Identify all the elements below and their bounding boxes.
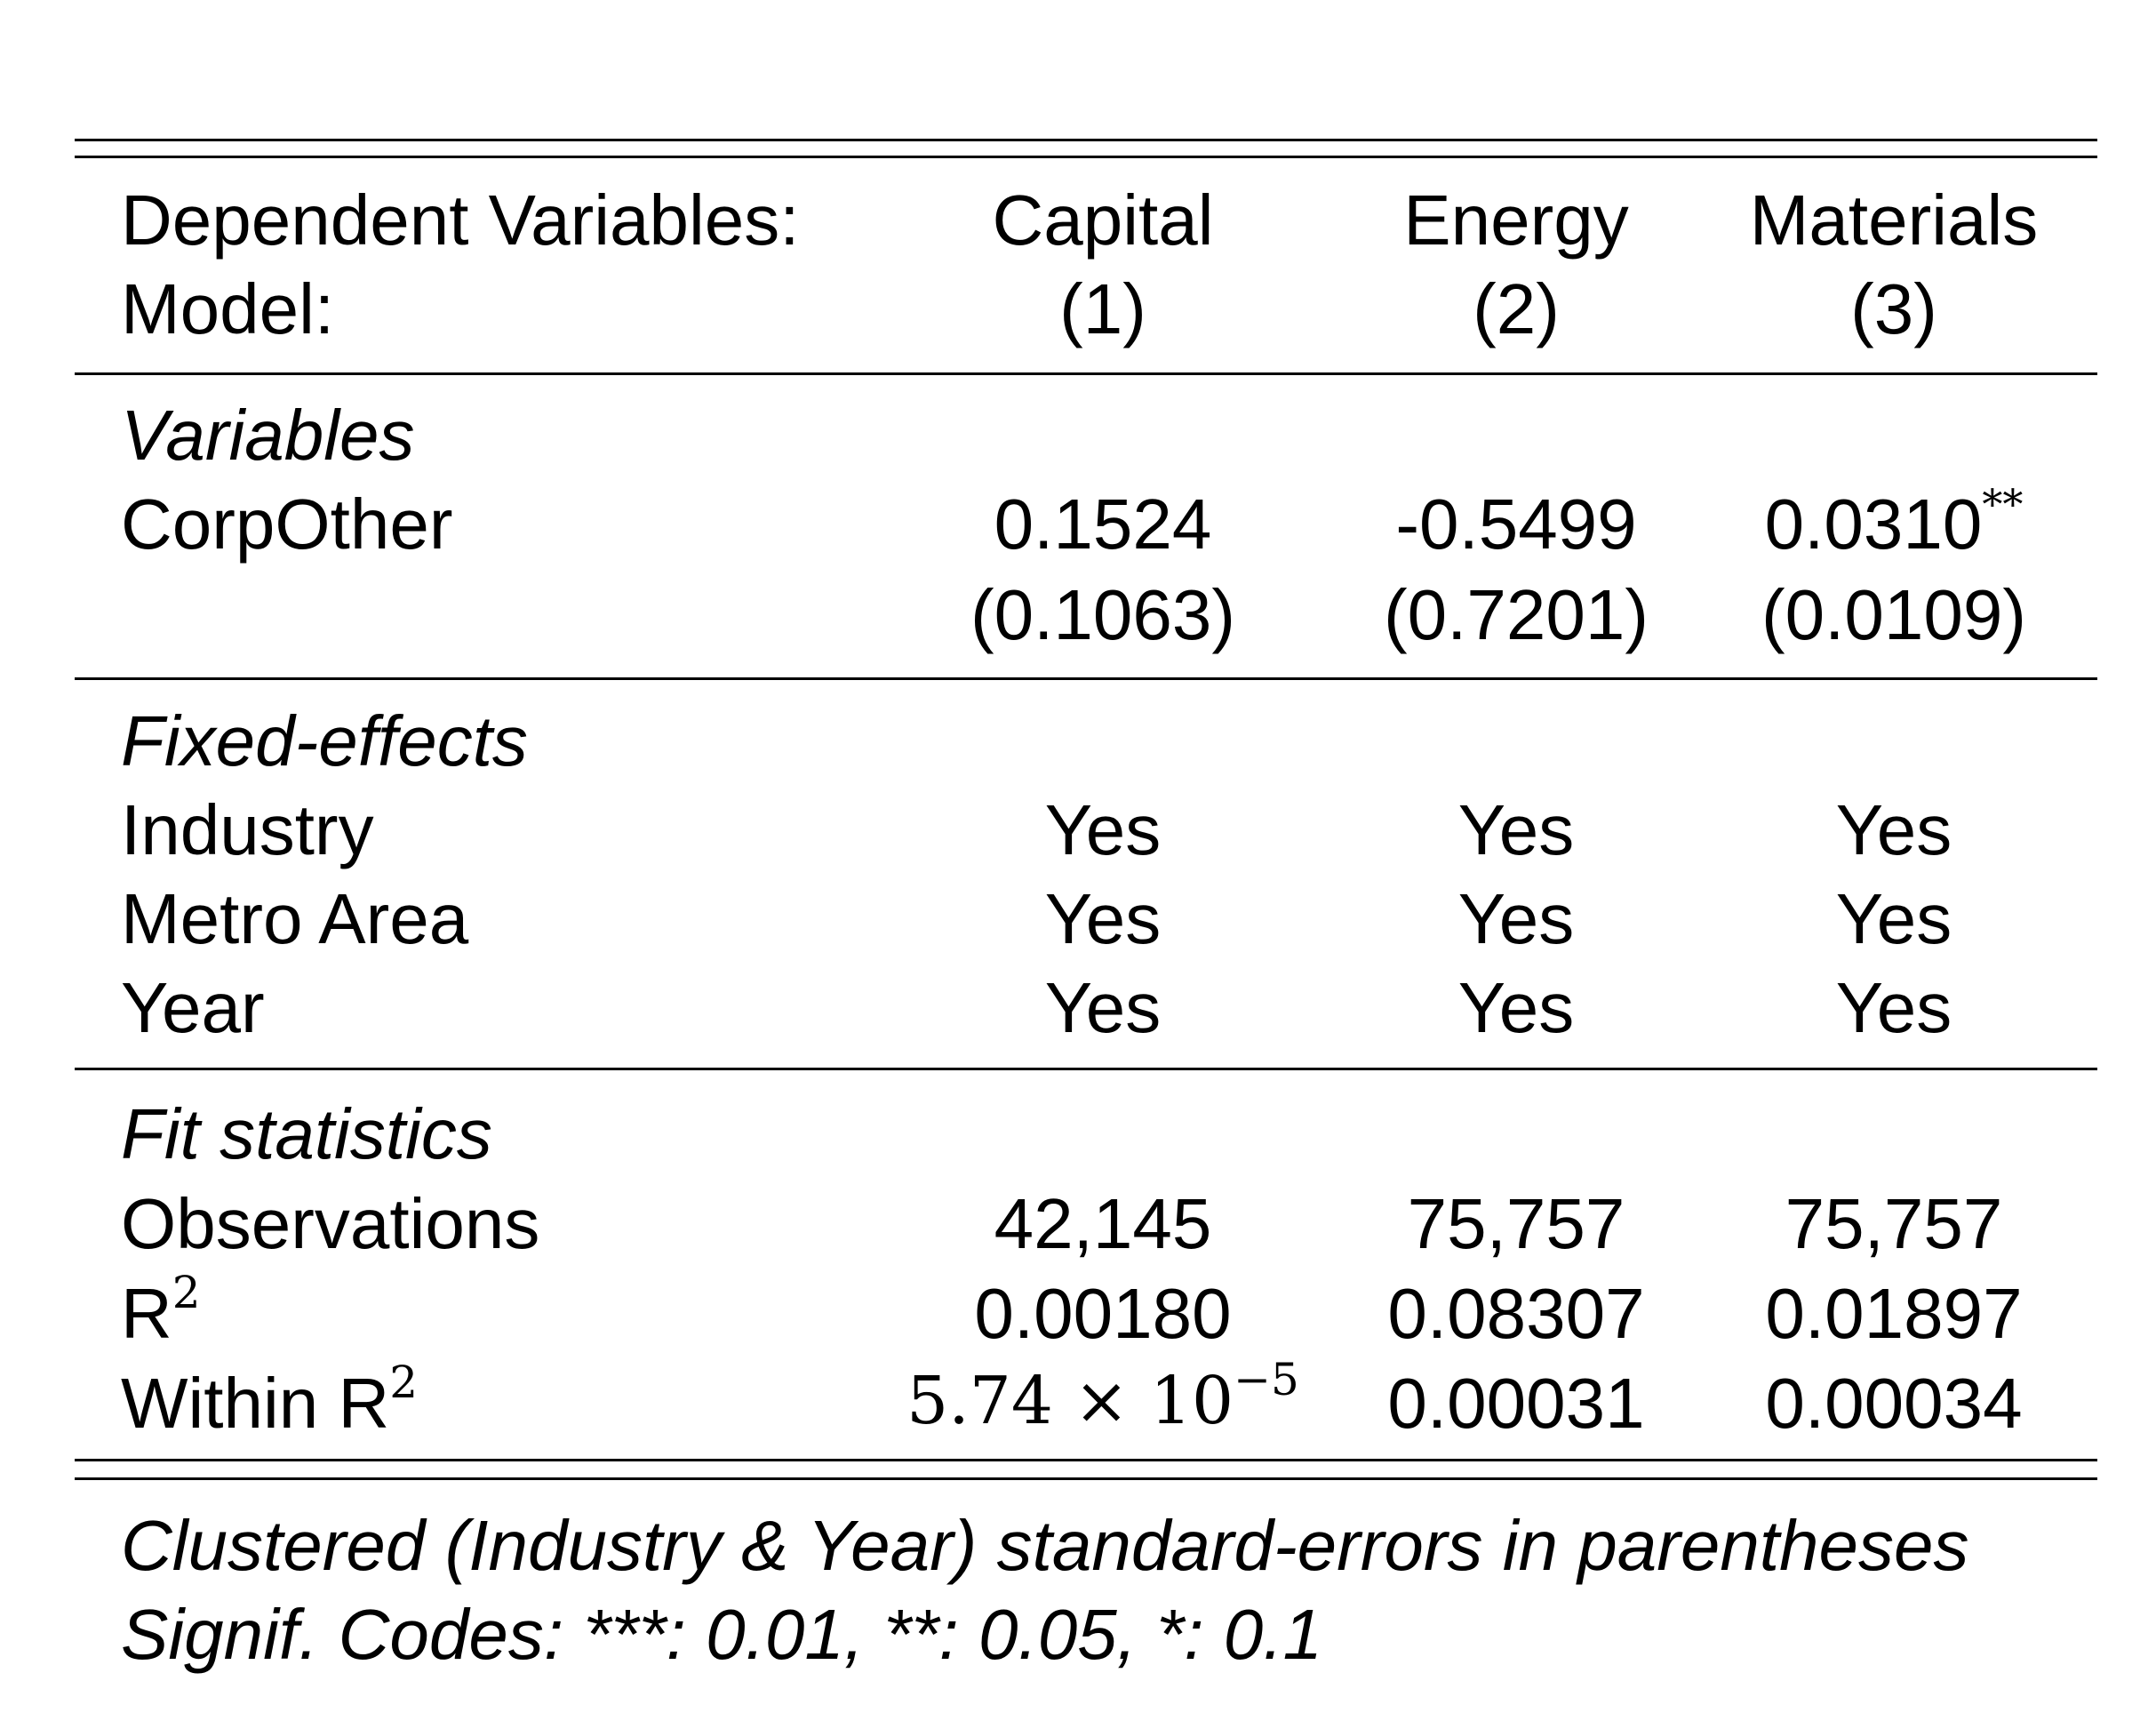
fit-statistics-section-title: Fit statistics (121, 1094, 492, 1173)
within-r2-1-mantissa: 5.74 (906, 1363, 1053, 1439)
year-fe-3: Yes (1835, 968, 1952, 1047)
significance-stars: ** (1982, 480, 2024, 529)
within-r2-1 (906, 1354, 1299, 1439)
dependent-variables-label: Dependent Variables: (121, 180, 800, 260)
header-bottom-rule (75, 372, 2097, 375)
corpother-coef-3-value: 0.0310 (1764, 484, 1983, 564)
bottom-rule-2 (75, 1477, 2097, 1480)
fixed-effects-bottom-rule (75, 1068, 2097, 1070)
metro-area-fe-1: Yes (1044, 879, 1162, 958)
within-r2-2: 0.00031 (1387, 1364, 1645, 1443)
corpother-se-1: (0.1063) (970, 575, 1235, 654)
variables-bottom-rule (75, 677, 2097, 680)
metro-area-label: Metro Area (121, 879, 469, 958)
observations-label: Observations (121, 1184, 540, 1263)
industry-label: Industry (121, 790, 374, 869)
within-r2-3: 0.00034 (1765, 1364, 2023, 1443)
model-number-2: (2) (1473, 269, 1560, 348)
year-fe-2: Yes (1457, 968, 1575, 1047)
r2-2: 0.08307 (1387, 1274, 1645, 1353)
corpother-se-3: (0.0109) (1761, 575, 2026, 654)
fixed-effects-section-title: Fixed-effects (121, 701, 528, 780)
note-significance-codes: Signif. Codes: ***: 0.01, **: 0.05, *: 0.1 (121, 1595, 1322, 1674)
note-standard-errors: Clustered (Industry & Year) standard-errors in parentheses (121, 1506, 1969, 1585)
within-r2-1-base: 10 (1149, 1363, 1234, 1439)
model-label: Model: (121, 269, 335, 348)
industry-fe-3: Yes (1835, 790, 1952, 869)
r2-label-text: R (121, 1274, 172, 1353)
corpother-coef-2: -0.5499 (1395, 484, 1637, 564)
col-header-materials: Materials (1749, 180, 2039, 260)
within-r2-label (121, 1357, 419, 1443)
bottom-rule-1 (75, 1459, 2097, 1461)
observations-3: 75,757 (1785, 1184, 2003, 1263)
corpother-se-2: (0.7201) (1384, 575, 1649, 654)
r2-label (121, 1267, 201, 1353)
col-header-energy: Energy (1403, 180, 1629, 260)
top-rule-2 (75, 156, 2097, 158)
r2-1: 0.00180 (974, 1274, 1232, 1353)
corpother-label: CorpOther (121, 484, 453, 564)
top-rule-1 (75, 139, 2097, 141)
r2-superscript: 2 (172, 1267, 201, 1319)
variables-section-title: Variables (121, 396, 415, 475)
observations-2: 75,757 (1407, 1184, 1625, 1263)
metro-area-fe-3: Yes (1835, 879, 1952, 958)
corpother-coef-3 (1764, 480, 2024, 564)
within-r2-superscript: 2 (389, 1357, 419, 1409)
within-r2-1-times: × (1074, 1363, 1130, 1439)
within-r2-1-exponent: −5 (1234, 1354, 1299, 1406)
observations-1: 42,145 (994, 1184, 1212, 1263)
corpother-coef-1: 0.1524 (994, 484, 1212, 564)
metro-area-fe-2: Yes (1457, 879, 1575, 958)
col-header-capital: Capital (992, 180, 1214, 260)
industry-fe-2: Yes (1457, 790, 1575, 869)
r2-3: 0.01897 (1765, 1274, 2023, 1353)
within-r2-label-text: Within R (121, 1364, 390, 1443)
year-fe-1: Yes (1044, 968, 1162, 1047)
year-label: Year (121, 968, 265, 1047)
model-number-3: (3) (1850, 269, 1937, 348)
industry-fe-1: Yes (1044, 790, 1162, 869)
model-number-1: (1) (1059, 269, 1146, 348)
